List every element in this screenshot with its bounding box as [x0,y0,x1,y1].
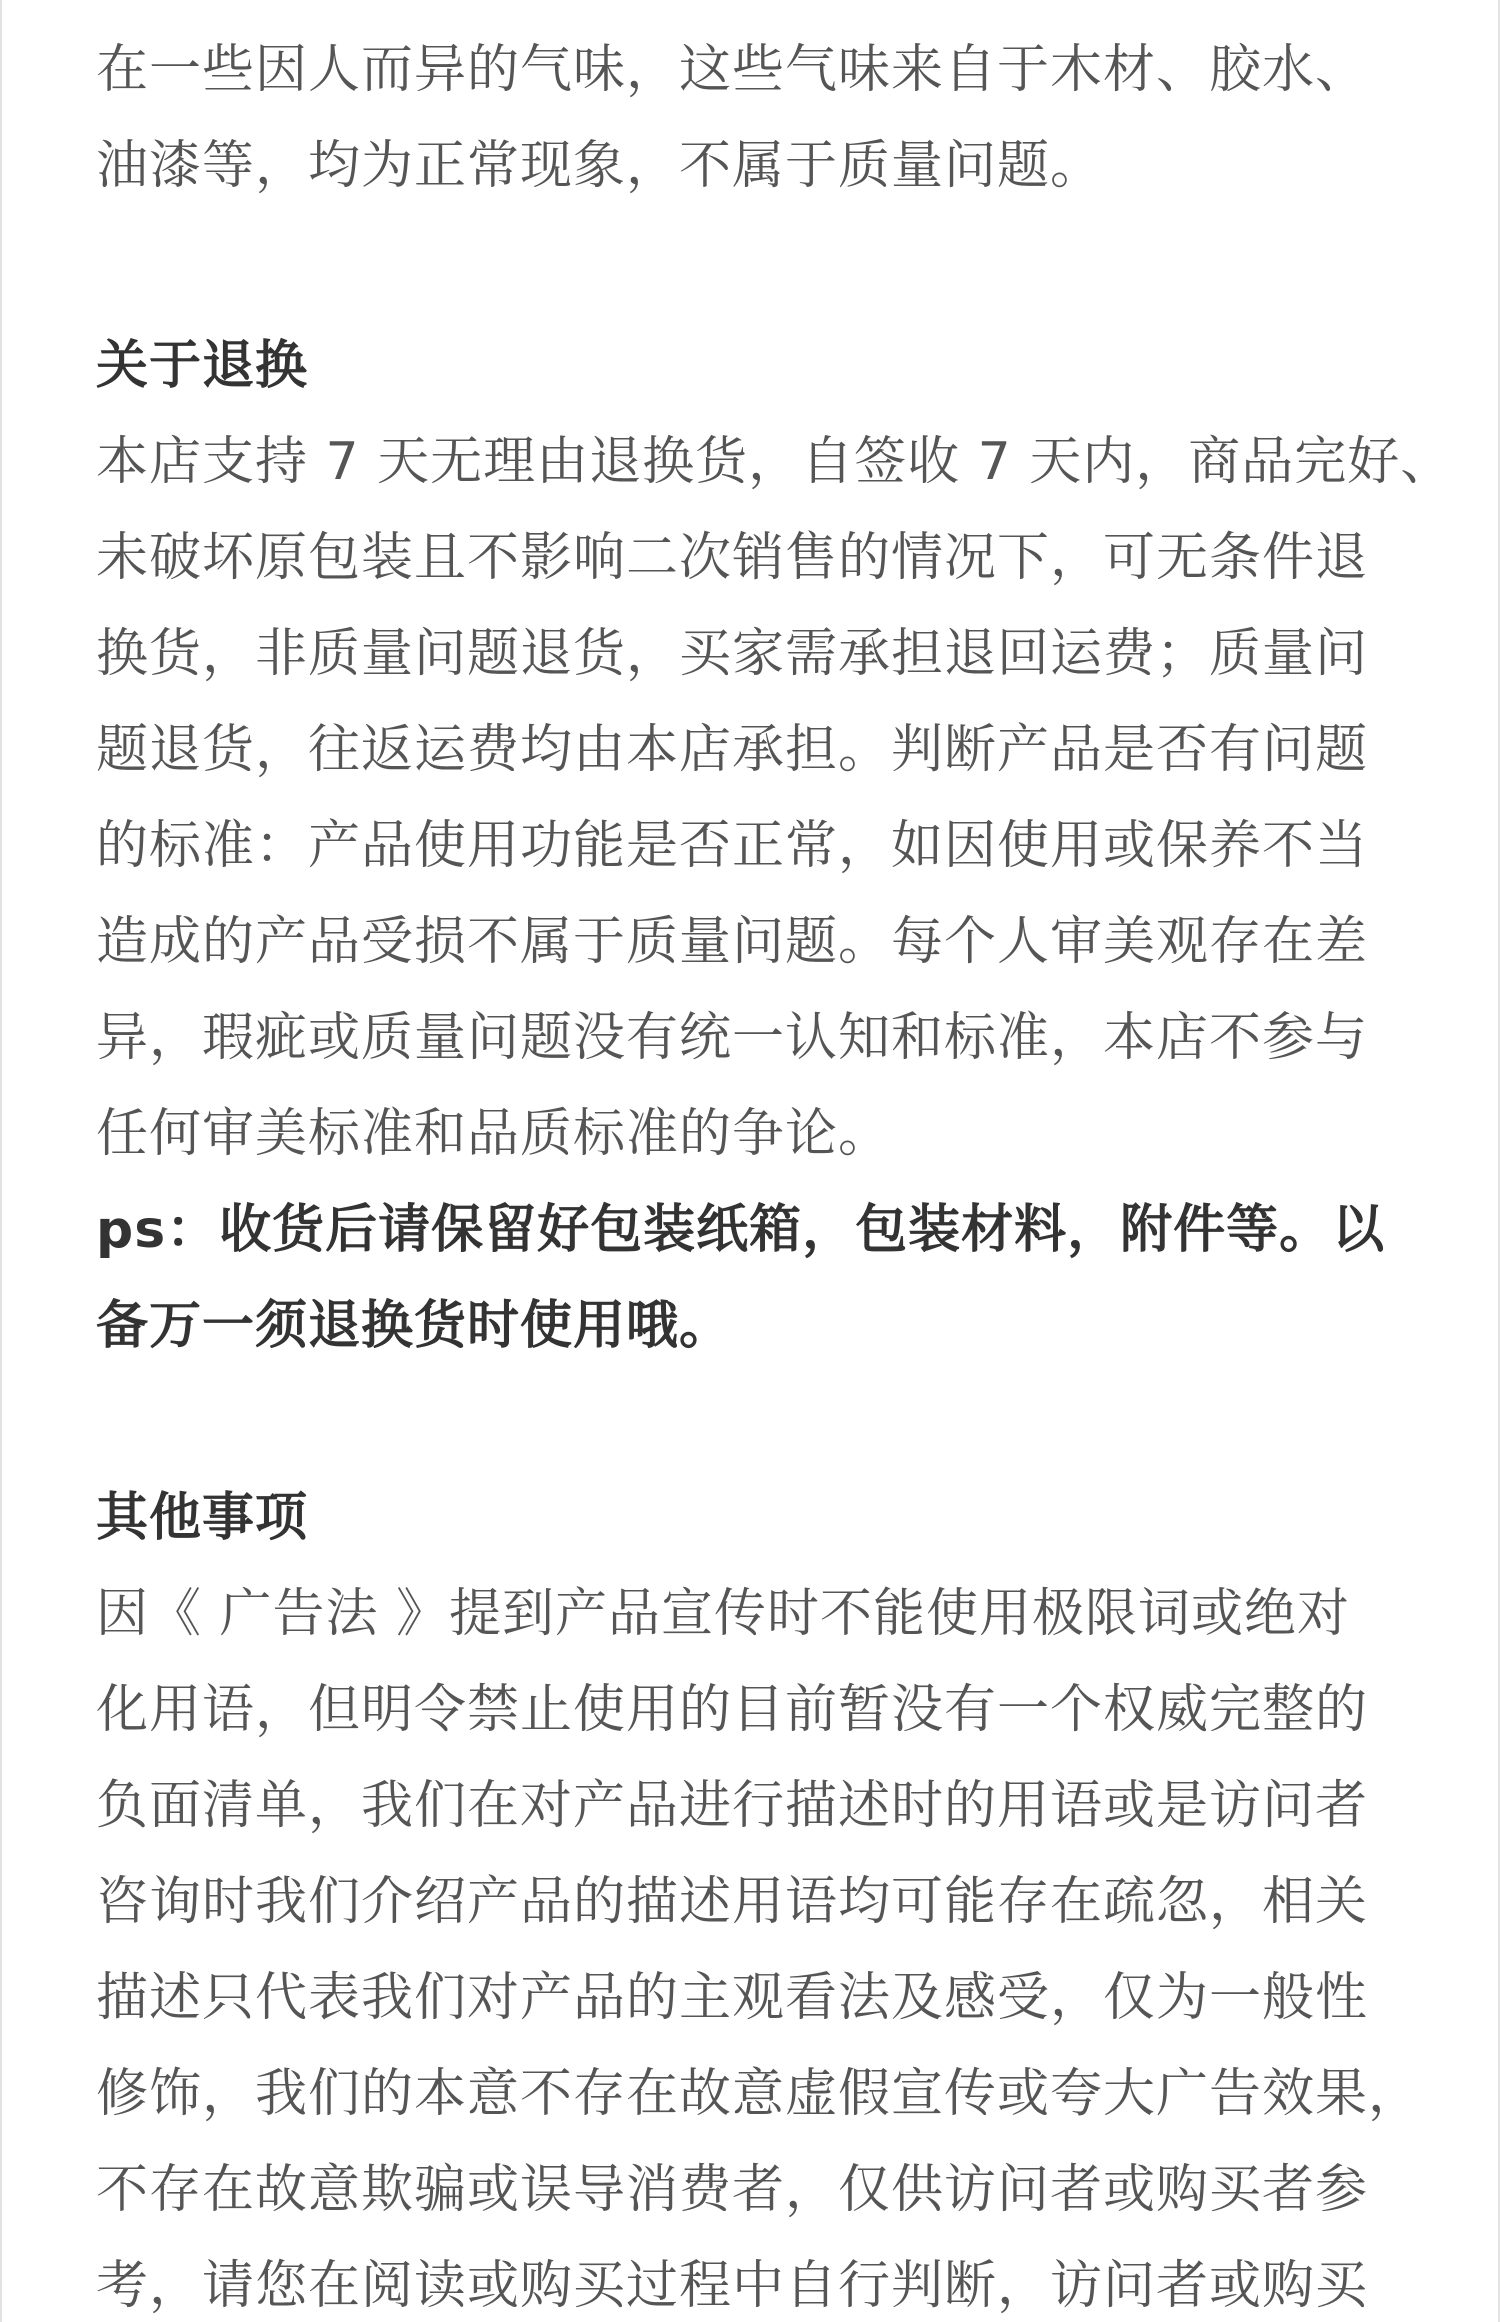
text-line: 任何审美标准和品质标准的争论。 [96,1104,892,1164]
other-heading: 其他事项 [96,1488,309,1548]
returns-section [96,318,1456,1374]
text-line: 化用语，但明令禁止使用的目前暂没有一个权威完整的 [96,1680,1369,1740]
text-line: 造成的产品受损不属于质量问题。每个人审美观存在差 [96,912,1369,972]
text-line: 不存在故意欺骗或误导消费者，仅供访问者或购买者参 [96,2160,1369,2220]
text-line: 描述只代表我们对产品的主观看法及感受，仅为一般性 [96,1968,1369,2028]
text-line: 咨询时我们介绍产品的描述用语均可能存在疏忽，相关 [96,1872,1369,1932]
returns-heading: 关于退换 [96,336,309,396]
text-line: 负面清单，我们在对产品进行描述时的用语或是访问者 [96,1776,1369,1836]
text-line: 油漆等，均为正常现象，不属于质量问题。 [96,136,1104,196]
text-line: 因《 广告法 》提到产品宣传时不能使用极限词或绝对 [96,1584,1351,1644]
ps-note-line: ps：收货后请保留好包装纸箱，包装材料，附件等。以 [96,1200,1386,1260]
text-line: 考，请您在阅读或购买过程中自行判断，访问者或购买 [96,2256,1369,2316]
text-line: 的标准：产品使用功能是否正常，如因使用或保养不当 [96,816,1369,876]
text-line: 在一些因人而异的气味，这些气味来自于木材、胶水、 [96,40,1369,100]
text-line: 修饰，我们的本意不存在故意虚假宣传或夸大广告效果， [96,2064,1422,2124]
text-line: 换货，非质量问题退货，买家需承担退回运费；质量问 [96,624,1369,684]
ps-note-line: 备万一须退换货时使用哦。 [96,1296,733,1356]
text-line: 未破坏原包装且不影响二次销售的情况下，可无条件退 [96,528,1369,588]
intro-paragraph [96,22,1456,214]
text-line: 题退货，往返运费均由本店承担。判断产品是否有问题 [96,720,1369,780]
text-line: 本店支持 7 天无理由退换货，自签收 7 天内，商品完好、 [96,432,1454,492]
text-line: 异，瑕疵或质量问题没有统一认知和标准，本店不参与 [96,1008,1369,1068]
other-section [96,1470,1456,2322]
